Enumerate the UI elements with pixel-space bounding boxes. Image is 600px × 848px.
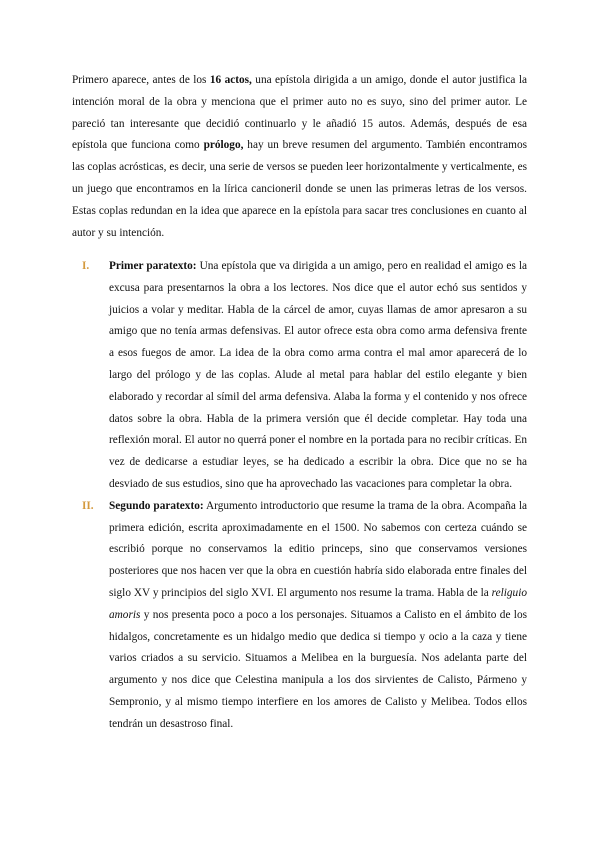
- intro-text-1: Primero aparece, antes de los: [72, 74, 210, 86]
- intro-bold-prologo: prólogo,: [203, 139, 244, 152]
- item-heading: Segundo paratexto:: [109, 499, 204, 512]
- list-number: II.: [82, 499, 94, 512]
- item-heading: Primer paratexto:: [109, 260, 197, 272]
- list-item: [72, 496, 527, 736]
- item-text-a: Argumento introductorio que resume la trama de la obra. Acompaña la primera edición, escrita aproximadamente en el 1500. No sabemos con certeza cuándo se escribió porque no conservamos la editio princeps, sino que conservamos versiones posteriores que nos hacen ver que la obra en cuestión habría sido elaborada entre finales del siglo XV y principios del siglo XVI. El argumento nos resume la trama. Habla de la: [109, 499, 527, 599]
- paratext-list: [72, 256, 527, 736]
- intro-bold-actos: 16 actos,: [209, 74, 252, 86]
- list-number: I.: [82, 260, 90, 272]
- item-paragraph: [109, 256, 527, 496]
- intro-text-3: hay un breve resumen del argumento. También encontramos las coplas acrósticas, es decir, una serie de versos se pueden leer horizontalmente y verticalmente, es un juego que encontramos en la lírica cancioneril donde se unen las primeras letras de los versos. Estas coplas redundan en la idea que aparece en la epístola para sacar tres conclusiones en cuanto al autor y su intención.: [72, 139, 528, 239]
- intro-text-2: una epístola dirigida a un amigo, donde el autor justifica la intención moral de la obra y menciona que el primer auto no es suyo, sino del primer autor. Le pareció tan interesante que decidió continuarlo y le añadió 15 autos. Además, después de esa epístola que funciona como: [72, 74, 527, 152]
- item-paragraph: [109, 496, 527, 736]
- item-text: Una epístola que va dirigida a un amigo, pero en realidad el amigo es la excusa para presentarnos la obra a los lectores. Nos dice que el autor echó sus sentidos y juicios a volar y meditar. Habla de la cárcel de amor, cuyas llamas de amor apresaron a su amigo que no tenía armas defensivas. El autor ofrece esta obra como arma defensiva frente a esos fuegos de amor. La idea de la obra como arma contra el mal amor aparecerá de lo largo del prólogo y de las coplas. Alude al metal para hablar del estilo elegante y bien elaborado y recordar al símil del arma defensiva. Alaba la forma y el contenido y nos ofrece datos sobre la obra. Habla de la primera versión que él decide completar. Hay toda una reflexión moral. El autor no querrá poner el nombre en la portada para no recibir críticas. En vez de dedicarse a estudiar leyes, se ha dedicado a escribir la obra. Dice que no se ha desviado de sus estudios, sino que ha aprovechado las vacaciones para completar la obra.: [109, 260, 527, 490]
- item-text-b: y nos presenta poco a poco a los personajes. Situamos a Calisto en el ámbito de los hidalgos, concretamente es un hidalgo medio que dedica si tiempo y ocio a la caza y tiene varios criados a su servicio. Situamos a Melibea en la burguesía. Nos adelanta parte del argumento y nos dice que Celestina manipula a los dos sirvientes de Calisto, Pármeno y Sempronio, y al mismo tiempo interfiere en los amores de Calisto y Melibea. Todos ellos tendrán un desastroso final.: [109, 608, 527, 730]
- intro-paragraph: [72, 70, 527, 244]
- list-item: [72, 256, 527, 496]
- item-italic: religuio amoris: [109, 586, 527, 621]
